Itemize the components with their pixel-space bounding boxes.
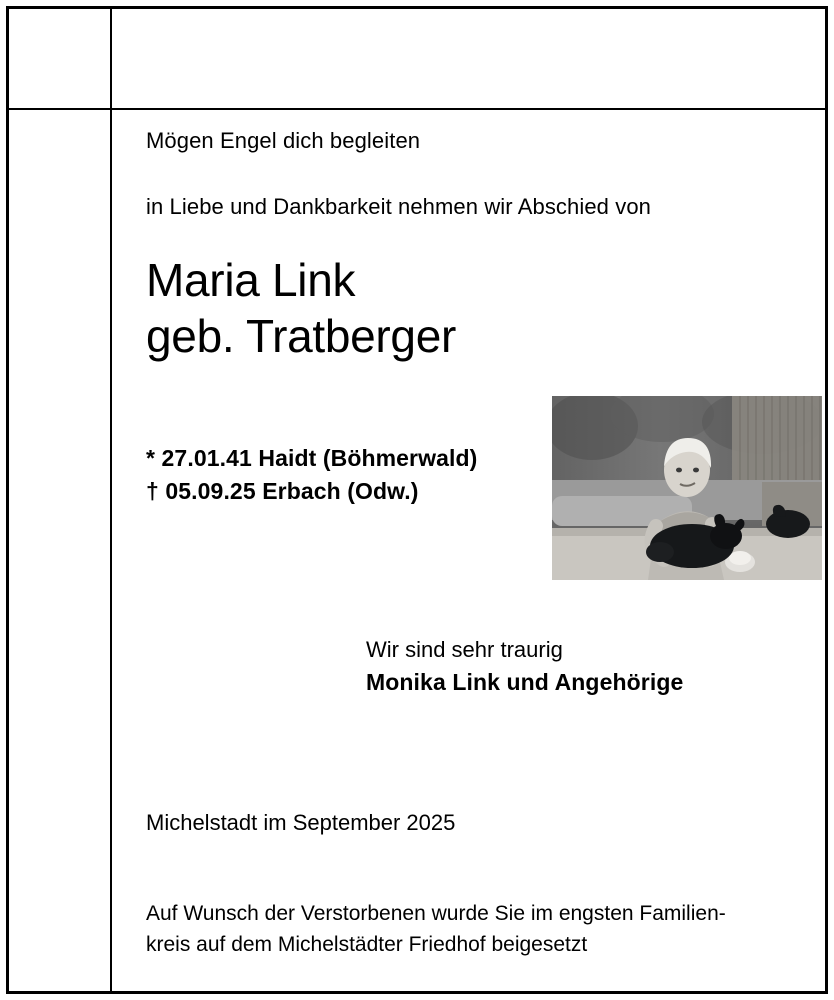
birth-date: * 27.01.41 Haidt (Böhmerwald) — [146, 445, 478, 471]
portrait-photo — [552, 396, 822, 580]
deceased-name — [146, 252, 806, 364]
subtitle-line: in Liebe und Dankbarkeit nehmen wir Abschied von — [146, 194, 651, 219]
funeral-note-line1: Auf Wunsch der Verstorbenen wurde Sie im engsten Familien- — [146, 902, 726, 925]
funeral-note — [146, 898, 786, 960]
name-line-first: Maria Link — [146, 254, 356, 306]
mourning-intro: Wir sind sehr traurig — [366, 637, 563, 662]
death-date: † 05.09.25 Erbach (Odw.) — [146, 478, 419, 504]
intro-line: Mögen Engel dich begleiten — [146, 128, 421, 153]
funeral-note-line2: kreis auf dem Michelstädter Friedhof beigesetzt — [146, 933, 588, 956]
portrait-photo-graphic — [552, 396, 822, 580]
mourning-family: Monika Link und Angehörige — [366, 669, 684, 695]
horizontal-divider — [9, 108, 825, 110]
mourning-block — [366, 634, 816, 698]
place-and-date: Michelstadt im September 2025 — [146, 810, 456, 835]
name-line-maiden: geb. Tratberger — [146, 310, 457, 362]
vertical-divider — [110, 9, 112, 991]
